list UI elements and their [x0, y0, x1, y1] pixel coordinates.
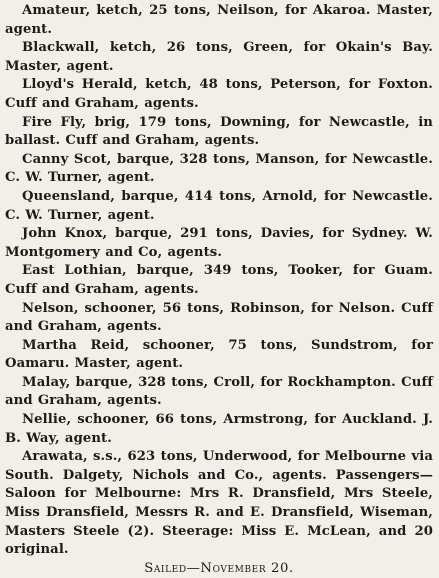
shipping-entry-nelson: Nelson, schooner, 56 tons, Robinson, for Nelson. Cuff and Graham, agents.	[5, 300, 433, 335]
shipping-entry-queensland: Queensland, barque, 414 tons, Arnold, for Newcastle. C. W. Turner, agent.	[5, 188, 433, 223]
shipping-entry-arawata: Arawata, s.s., 623 tons, Underwood, for Melbourne via South. Dalgety, Nichols and Co., agents. Passengers—Saloon for Melbourne: Mrs R. Dransfield, Mrs Steele, Miss Dransfield, Messrs R. and E. Dransfield, Wiseman, Masters Steele (2). Steerage: Miss E. McLean, and 20 original.	[5, 449, 433, 558]
shipping-entry-lloyds-herald: Lloyd's Herald, ketch, 48 tons, Peterson, for Foxton. Cuff and Graham, agents.	[5, 77, 433, 111]
shipping-entry-malay: Malay, barque, 328 tons, Croll, for Rockhampton. Cuff and Graham, agents.	[5, 374, 433, 409]
shipping-entry-east-lothian: East Lothian, barque, 349 tons, Tooker, for Guam. Cuff and Graham, agents.	[5, 263, 433, 297]
shipping-entry-martha-reid: Martha Reid, schooner, 75 tons, Sundstrom, for Oamaru. Master, agent.	[5, 337, 433, 372]
shipping-entry-fire-fly: Fire Fly, brig, 179 tons, Downing, for Newcastle, in ballast. Cuff and Graham, agents.	[5, 114, 433, 149]
shipping-entry-nellie: Nellie, schooner, 66 tons, Armstrong, for Auckland. J. B. Way, agent.	[5, 412, 433, 446]
shipping-entry-blackwall: Blackwall, ketch, 26 tons, Green, for Okain's Bay. Master, agent.	[5, 40, 433, 74]
shipping-entry-john-knox: John Knox, barque, 291 tons, Davies, for Sydney. W. Montgomery and Co, agents.	[5, 226, 433, 260]
shipping-entry-canny-scot: Canny Scot, barque, 328 tons, Manson, for Newcastle. C. W. Turner, agent.	[5, 151, 433, 186]
sailed-heading: Sailed—November 20.	[144, 560, 294, 576]
shipping-entry-amateur: Amateur, ketch, 25 tons, Neilson, for Akaroa. Master, agent.	[5, 3, 433, 37]
